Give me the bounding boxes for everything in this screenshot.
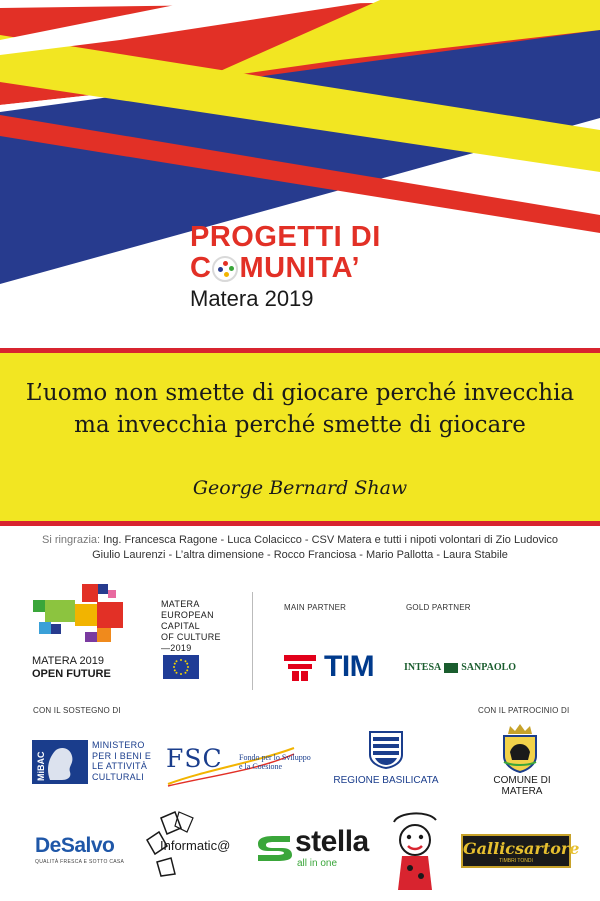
thanks-section bbox=[0, 533, 600, 563]
mibac-line-1: MINISTERO bbox=[92, 740, 145, 750]
stella-tagline: all in one bbox=[297, 858, 338, 869]
fsc-subtitle bbox=[239, 753, 311, 771]
fsc-logo: FSC bbox=[166, 744, 223, 773]
quote-line-2: ma invecchia perché smette di giocare bbox=[74, 412, 526, 438]
intesa-mark-icon bbox=[444, 663, 458, 673]
european-capital-label bbox=[161, 599, 221, 654]
tim-wordmark: TIM bbox=[324, 650, 375, 683]
intesa-word: INTESA bbox=[404, 662, 442, 673]
tim-mark-icon bbox=[284, 653, 316, 681]
thanks-line-2: Giulio Laurenzi - L’altra dimensione - Rocco Franciosa - Mario Pallotta - Laura Stabile bbox=[92, 549, 508, 561]
comune-matera-crest-icon bbox=[498, 722, 542, 774]
patronage-label: CON IL PATROCINIO DI bbox=[478, 706, 570, 715]
thanks-names-1: Ing. Francesca Ragone - Luca Colacicco - CSV Matera e tutti i nipoti volontari di Zio Ludovico bbox=[103, 534, 559, 546]
fsc-sub-2: e la Coesione bbox=[239, 762, 283, 771]
quote-author: George Bernard Shaw bbox=[192, 477, 408, 499]
thanks-label: Si ringrazia: bbox=[41, 534, 101, 546]
brand-line-progetti: PROGETTI DI bbox=[190, 221, 381, 253]
gold-partner-label: GOLD PARTNER bbox=[406, 603, 471, 612]
ecoc-line-2: EUROPEAN bbox=[161, 610, 214, 620]
project-brand bbox=[190, 222, 450, 313]
mibac-line-3: LE ATTIVITÀ bbox=[92, 761, 148, 771]
matera-2019-line-1: MATERA 2019 bbox=[32, 655, 104, 667]
support-label: CON IL SOSTEGNO DI bbox=[33, 706, 121, 715]
brand-letters-munita: MUNITA’ bbox=[239, 252, 361, 284]
brand-line-matera: Matera 2019 bbox=[190, 286, 314, 311]
eu-flag-icon bbox=[163, 655, 199, 679]
desalvo-tagline: QUALITÀ FRESCA E SOTTO CASA bbox=[35, 859, 125, 865]
tim-logo bbox=[284, 650, 374, 684]
svg-text:MiBAC: MiBAC bbox=[36, 751, 46, 781]
ecoc-line-1: MATERA bbox=[161, 599, 200, 609]
ecoc-line-5: —2019 bbox=[161, 643, 192, 653]
sanpaolo-word: SANPAOLO bbox=[461, 662, 517, 673]
main-partner-label: MAIN PARTNER bbox=[284, 603, 347, 612]
comune-matera-label: COMUNE DI MATERA bbox=[493, 775, 551, 797]
partners-divider bbox=[252, 592, 253, 690]
matera-2019-label bbox=[32, 655, 111, 681]
thanks-line-1 bbox=[0, 533, 600, 548]
mibac-line-4: CULTURALI bbox=[92, 771, 145, 782]
matera-2019-line-2: OPEN FUTURE bbox=[32, 668, 111, 680]
regione-basilicata-label: REGIONE BASILICATA bbox=[333, 775, 439, 786]
intesa-sanpaolo-logo bbox=[404, 662, 516, 673]
sartore-tagline: TIMBRI TONDI bbox=[499, 858, 533, 864]
sartore-logo bbox=[461, 834, 580, 868]
matera-2019-logo-icon bbox=[33, 584, 128, 654]
sartore-wordmark: Gallicsartore bbox=[463, 839, 580, 858]
informatica-wordmark: Informatic@ bbox=[160, 838, 231, 853]
quote-band bbox=[0, 348, 600, 526]
ecoc-line-3: CAPITAL bbox=[161, 621, 200, 631]
mibac-line-2: PER I BENI E bbox=[92, 750, 152, 761]
ecoc-line-4: OF CULTURE bbox=[161, 632, 221, 642]
mibac-label bbox=[92, 740, 151, 782]
zio-ludovico-logo-icon bbox=[388, 806, 442, 894]
stella-wordmark: stella bbox=[295, 825, 369, 858]
brand-letter-c: C bbox=[190, 252, 212, 284]
stella-mark-icon bbox=[254, 834, 294, 862]
quote-text bbox=[0, 377, 600, 441]
mibac-logo-icon bbox=[32, 740, 88, 784]
basilicata-shield-icon bbox=[369, 731, 403, 769]
quote-line-1: L’uomo non smette di giocare perché invecchia bbox=[25, 380, 575, 406]
brand-line-comunita bbox=[190, 253, 450, 284]
fsc-sub-1: Fondo per lo Sviluppo bbox=[239, 753, 311, 762]
desalvo-logo: DeSalvo bbox=[35, 834, 115, 857]
community-logo-icon bbox=[212, 256, 238, 282]
